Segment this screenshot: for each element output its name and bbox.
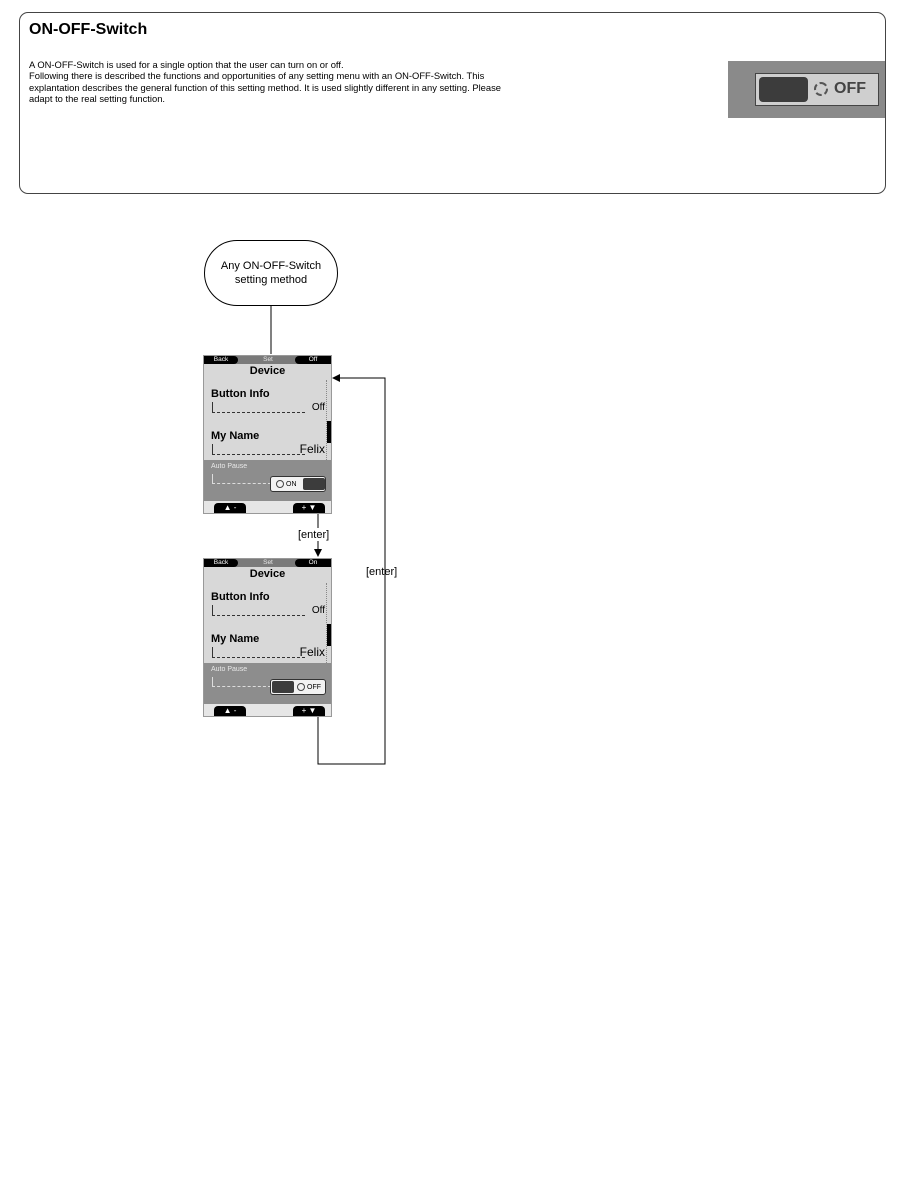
item-guide-line — [212, 444, 305, 455]
screen-title: Device — [249, 568, 286, 580]
scroll-thumb — [327, 624, 331, 646]
power-icon — [297, 683, 305, 691]
item-guide-line — [212, 402, 305, 413]
up-minus-button[interactable]: ▲ - — [214, 706, 246, 716]
plus-down-button[interactable]: + ▼ — [293, 503, 325, 513]
toggle-state-label: OFF — [307, 684, 321, 691]
scroll-thumb — [327, 421, 331, 443]
enter-label: [enter] — [298, 529, 330, 541]
menu-item-label: Button Info — [211, 388, 270, 400]
plus-down-button[interactable]: + ▼ — [293, 706, 325, 716]
device-screen-on — [203, 355, 332, 514]
menu-item-value: Off — [311, 402, 325, 413]
menu-item-button-info[interactable] — [211, 591, 325, 629]
item-guide-line — [212, 474, 271, 484]
enter-loop-label: [enter] — [366, 566, 398, 578]
device-screen-off — [203, 558, 332, 717]
info-title: ON-OFF-Switch — [29, 21, 148, 38]
toggle-knob — [303, 478, 325, 490]
on-off-toggle[interactable] — [270, 476, 326, 492]
screen-top-bar — [204, 559, 331, 567]
back-button[interactable]: Back — [204, 356, 238, 364]
menu-item-button-info[interactable] — [211, 388, 325, 426]
menu-item-value: Felix — [299, 442, 325, 456]
item-guide-line — [212, 677, 271, 687]
set-label: Set — [263, 356, 273, 363]
set-label: Set — [263, 559, 273, 566]
menu-item-value: Off — [311, 605, 325, 616]
toggle-knob — [272, 681, 294, 693]
screen-title: Device — [249, 365, 286, 377]
menu-item-label: Button Info — [211, 591, 270, 603]
screen-bottom-bar — [204, 501, 331, 513]
toggle-state-label: ON — [286, 481, 297, 488]
selected-item-label: Auto Pause — [211, 666, 248, 673]
value-button[interactable]: On — [295, 559, 331, 567]
selected-item-auto-pause[interactable] — [204, 663, 331, 705]
screen-bottom-bar — [204, 704, 331, 716]
start-node: Any ON-OFF-Switch setting method — [204, 240, 338, 306]
info-description: A ON-OFF-Switch is used for a single option that the user can turn on or off. Following there is described the functions and opportunities of any setting menu with an ON-OFF-Switch. This explantation describes the general function of this setting method. It is used slightly different in any setting. Please adapt to the real setting function. — [29, 59, 501, 104]
selected-item-auto-pause[interactable] — [204, 460, 331, 502]
menu-item-label: My Name — [211, 633, 260, 645]
value-button[interactable]: Off — [295, 356, 331, 364]
item-guide-line — [212, 605, 305, 616]
up-minus-button[interactable]: ▲ - — [214, 503, 246, 513]
menu-item-label: My Name — [211, 430, 260, 442]
power-icon — [276, 480, 284, 488]
switch-state-label: OFF — [834, 80, 866, 97]
back-button[interactable]: Back — [204, 559, 238, 567]
screen-top-bar — [204, 356, 331, 364]
selected-item-label: Auto Pause — [211, 463, 248, 470]
on-off-toggle[interactable] — [270, 679, 326, 695]
menu-item-value: Felix — [299, 645, 325, 659]
item-guide-line — [212, 647, 305, 658]
